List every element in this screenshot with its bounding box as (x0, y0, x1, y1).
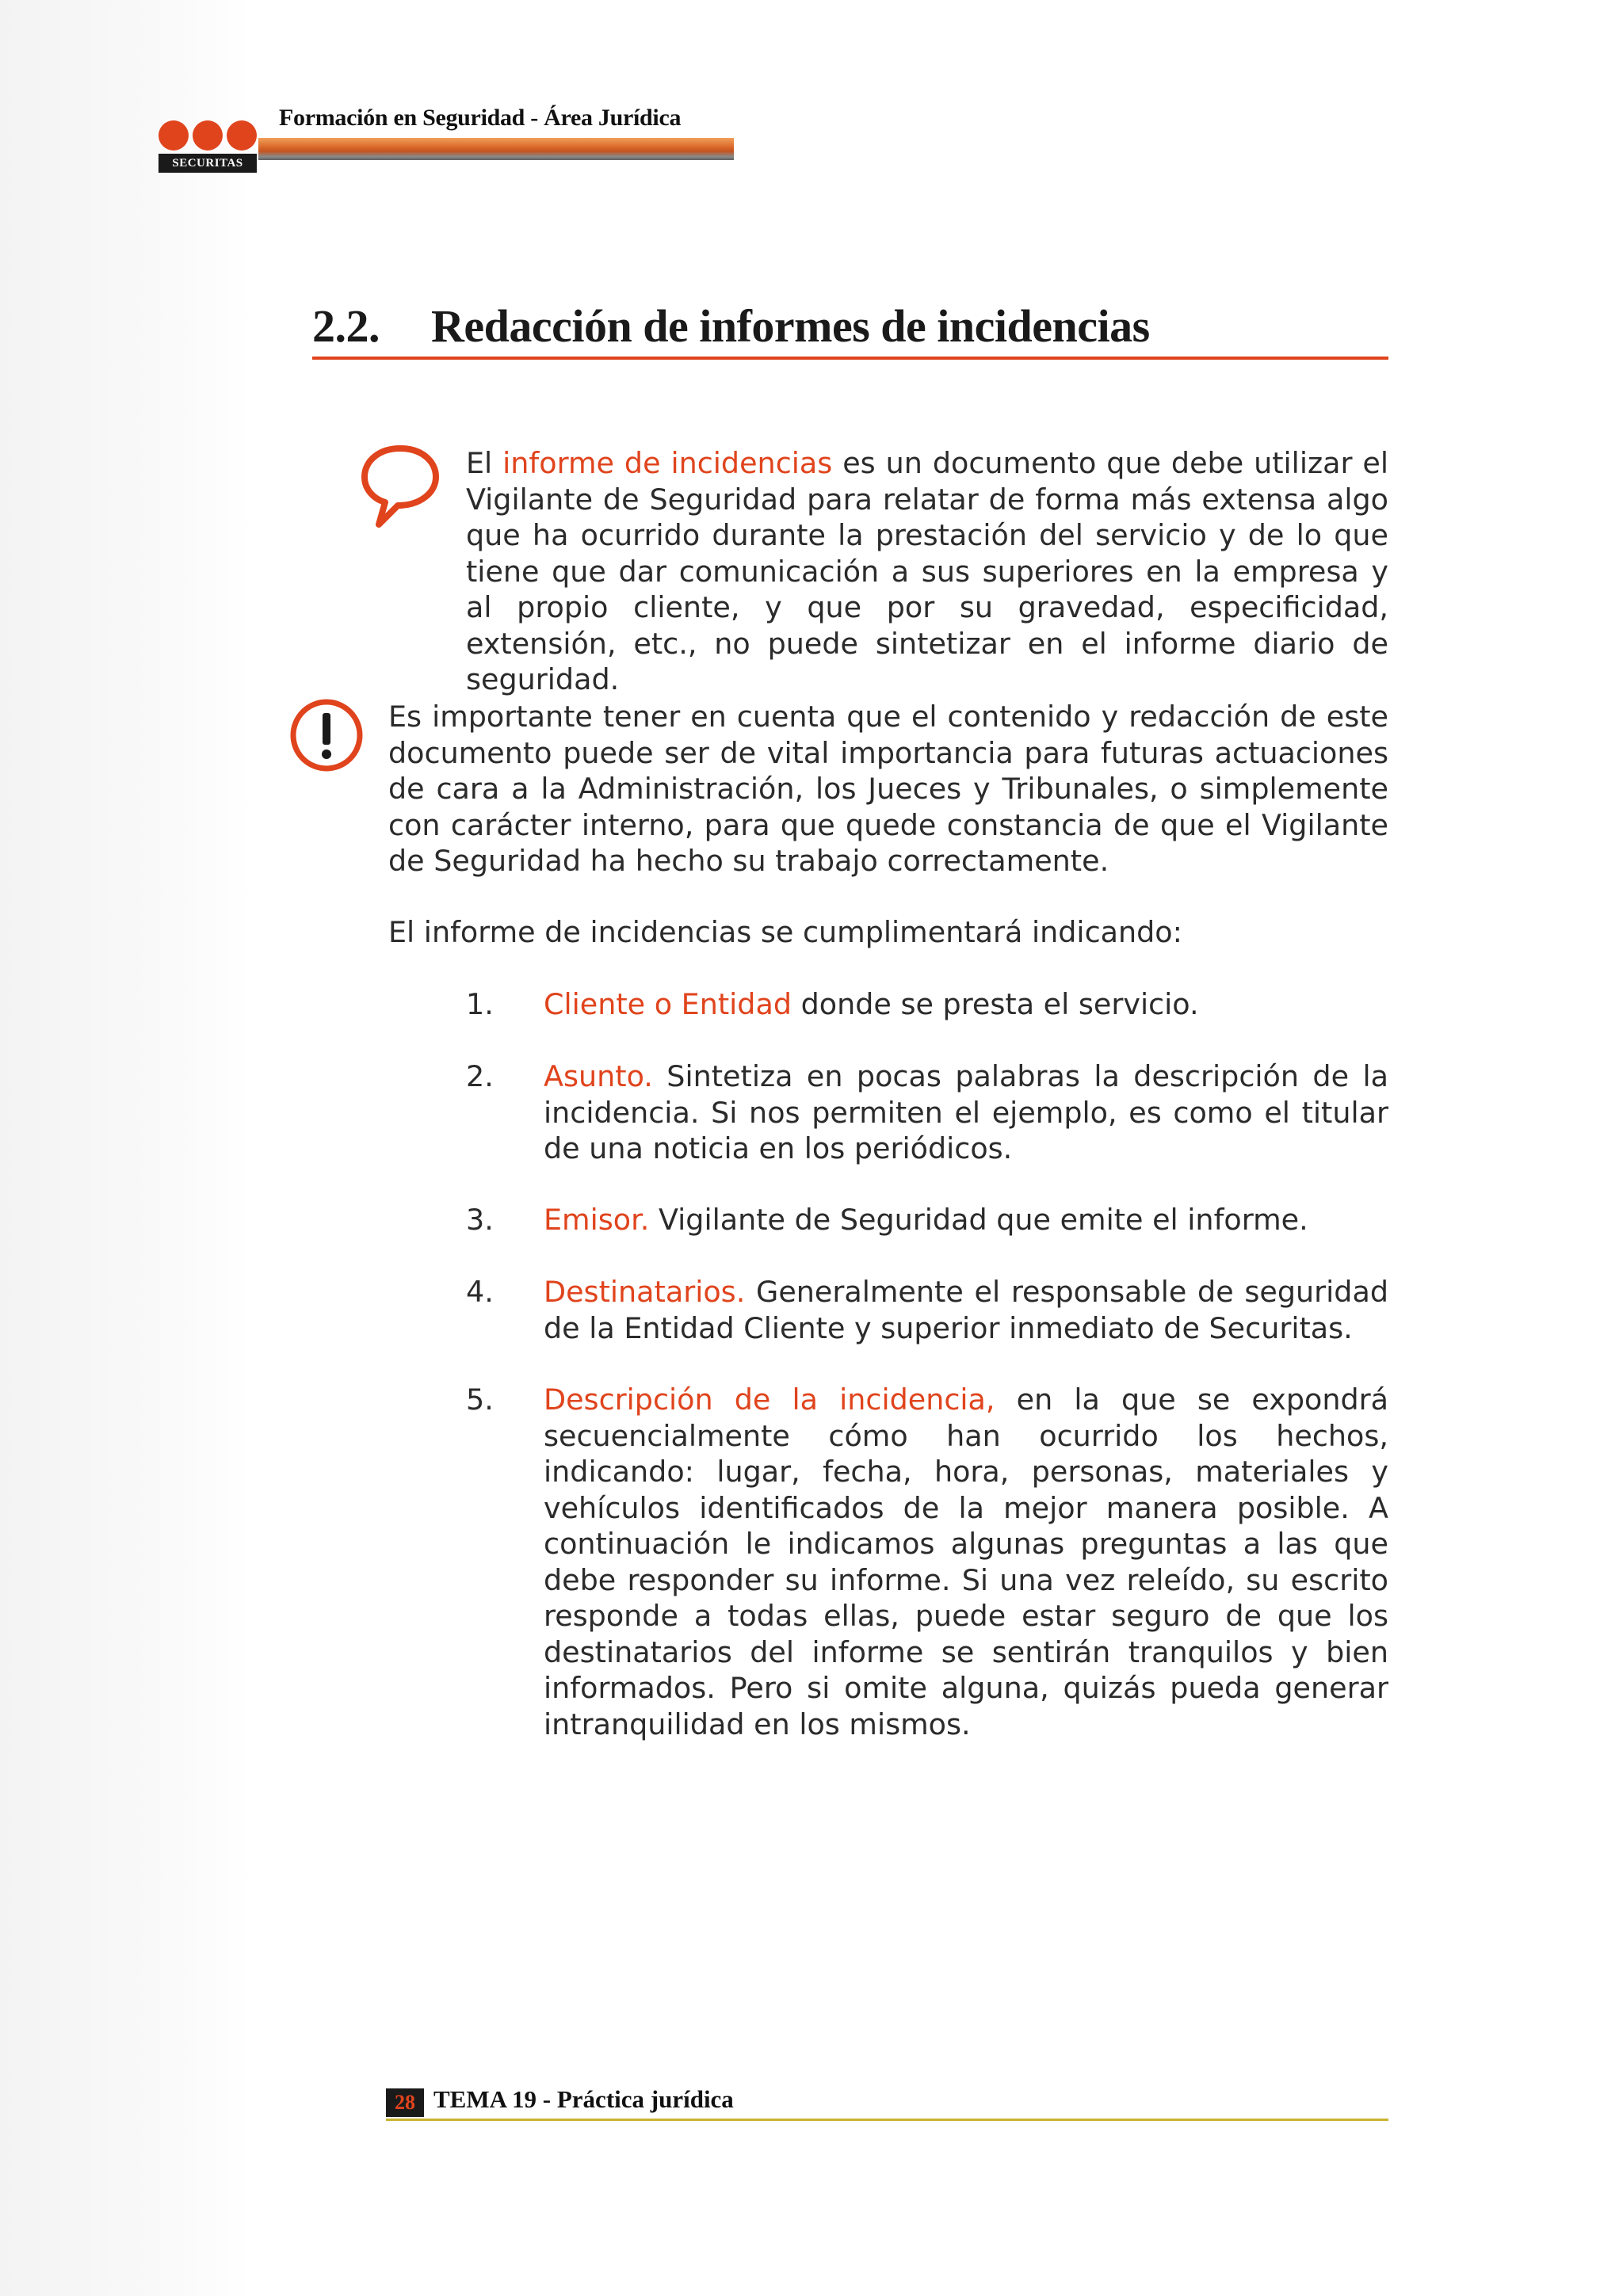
list-item (544, 1274, 1388, 1346)
list-item-text: Generalmente el responsable de seguridad de la Entidad Cliente y superior inmediato de Securitas. (544, 1275, 1388, 1345)
definition-text: es un documento que debe utilizar el Vigilante de Seguridad para relatar de forma más extensa algo que ha ocurrido durante la prestación del servicio y de lo que tiene que dar comunicación a sus superiores en la empresa y al propio cliente, y que por su gravedad, especificidad, extensión, etc., no puede sintetizar en el informe diario de seguridad. (466, 446, 1389, 696)
footer-rule (386, 2119, 1388, 2121)
header-bar (258, 138, 734, 160)
list-item-term: Destinatarios. (544, 1275, 746, 1309)
logo-dot (227, 120, 257, 151)
list-item-term: Asunto. (544, 1059, 653, 1093)
list-item-text: Sintetiza en pocas palabras la descripción de la incidencia. Si nos permiten el ejemplo, es como el titular de una noticia en los periódicos. (544, 1059, 1388, 1165)
list-item (544, 1382, 1388, 1742)
logo-dot (193, 120, 223, 151)
list-item-number: 1. (466, 987, 494, 1021)
section-title: Redacción de informes de incidencias (431, 300, 1150, 352)
list-item-term: Descripción de la incidencia, (544, 1383, 995, 1417)
section-rule (312, 357, 1388, 360)
speech-bubble-icon (358, 444, 442, 531)
section-heading (312, 299, 1150, 353)
list-item-text: donde se presta el servicio. (792, 987, 1199, 1021)
exclamation-circle-icon (288, 697, 365, 773)
list-item-text: Vigilante de Seguridad que emite el informe. (649, 1203, 1308, 1237)
list-item-text: en la que se expondrá secuencialmente cómo han ocurrido los hechos, indicando: lugar, fecha, hora, personas, materiales y vehículos identificados de la mejor manera posible. A continuación le indicamos algunas preguntas a las que debe responder su informe. Si una vez releído, su escrito responde a todas ellas, puede estar seguro de que los destinatarios del informe se sentirán tranquilos y bien informados. Pero si omite alguna, quizás pueda generar intranquilidad en los mismos. (544, 1383, 1389, 1741)
list-item (544, 1202, 1388, 1238)
securitas-logo (158, 120, 258, 176)
list-item (544, 1058, 1388, 1167)
warning-paragraph: Es importante tener en cuenta que el contenido y redacción de este documento puede ser de vital importancia para futuras actuaciones de cara a la Administración, los Jueces y Tribunales, o simplemente con carácter interno, para que quede constancia de que el Vigilante de Seguridad ha hecho su trabajo correctamente. (388, 700, 1388, 878)
list-item-term: Cliente o Entidad (544, 987, 792, 1021)
logo-text: SECURITAS (158, 154, 257, 173)
definition-lead: El (466, 446, 503, 480)
list-item-term: Emisor. (544, 1203, 650, 1237)
list-item-number: 3. (466, 1203, 494, 1237)
list-item (544, 986, 1388, 1023)
list-item-number: 4. (466, 1275, 494, 1309)
list-item-number: 5. (466, 1383, 494, 1417)
list-item-number: 2. (466, 1059, 494, 1093)
definition-term: informe de incidencias (502, 446, 833, 480)
definition-paragraph (466, 445, 1388, 698)
footer-title: TEMA 19 - Práctica jurídica (433, 2085, 734, 2113)
section-number: 2.2. (312, 300, 380, 352)
page-number: 28 (386, 2088, 424, 2117)
header-title: Formación en Seguridad - Área Jurídica (279, 105, 682, 131)
logo-dot (158, 120, 189, 151)
list-intro: El informe de incidencias se cumplimentará indicando: (388, 915, 1182, 949)
page-edge-shade (0, 0, 252, 2296)
